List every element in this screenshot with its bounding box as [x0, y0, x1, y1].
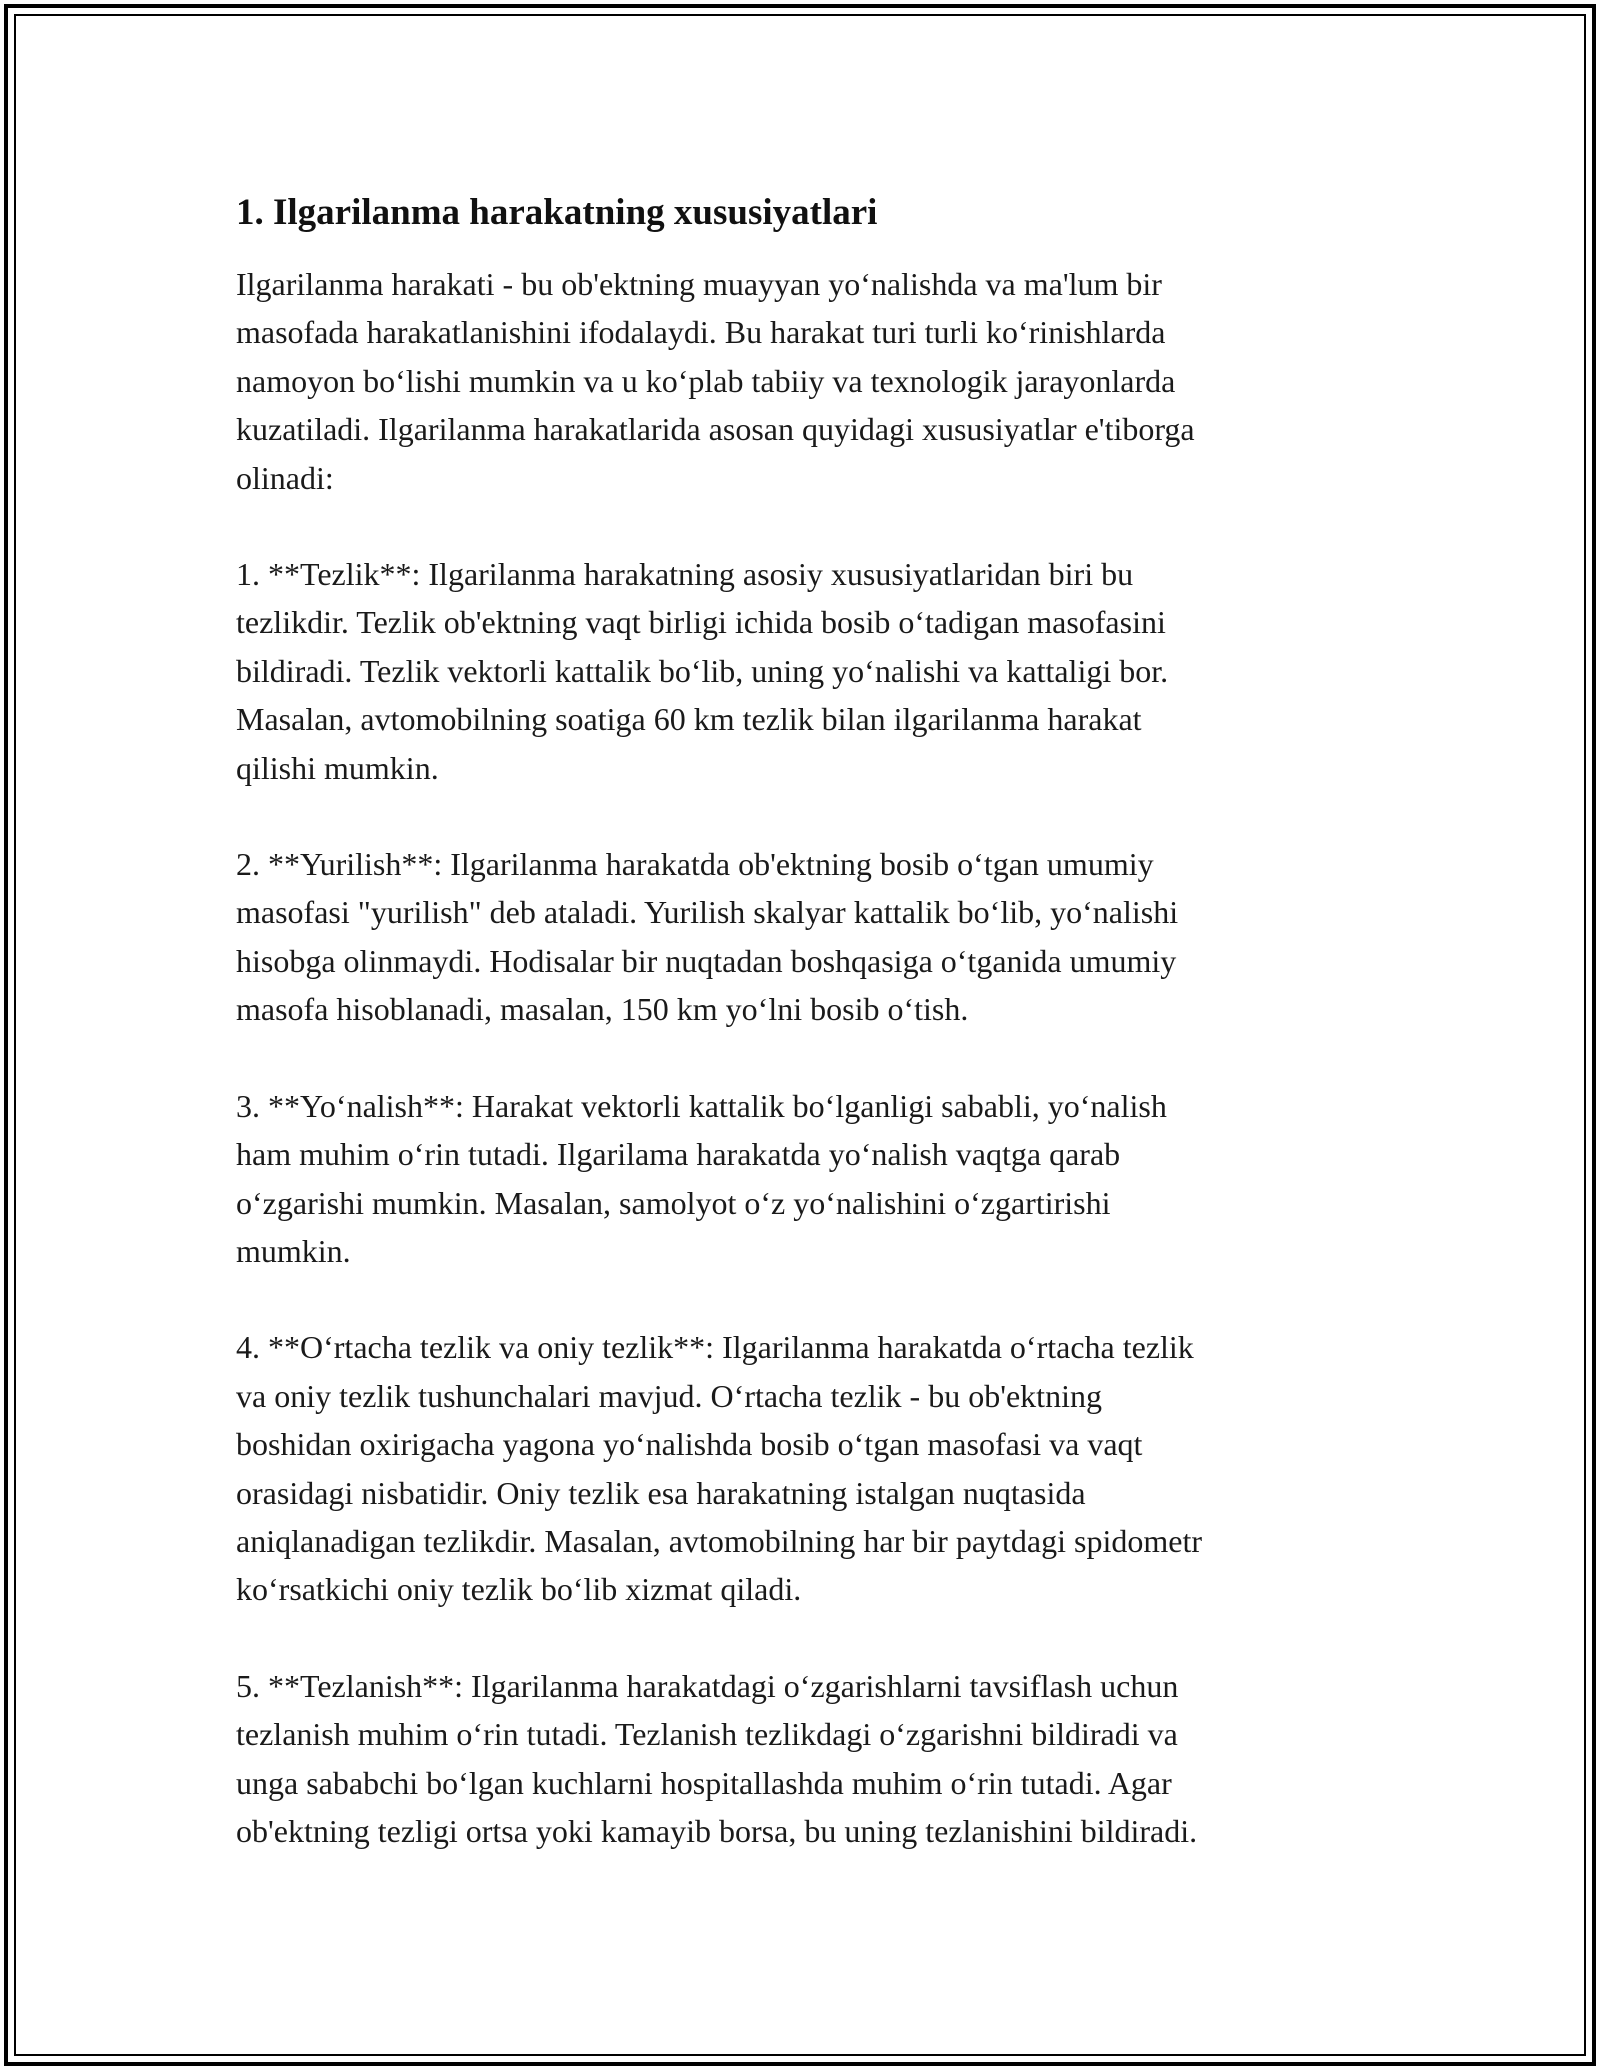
list-item-yonalish: 3. **Yo‘nalish**: Harakat vektorli kattalik bo‘lganligi sababli, yo‘nalish ham muhim o‘rin tutadi. Ilgarilama harakatda yo‘nalish vaqtga qarab o‘zgarishi mumkin. Masalan, samolyot o‘z yo‘nalishini o‘zgartirishi mumkin. [236, 1087, 1167, 1269]
list-item-tezlik: 1. **Tezlik**: Ilgarilanma harakatning asosiy xususiyatlaridan biri bu tezlikdir. Tezlik ob'ektning vaqt birligi ichida bosib o‘tadigan masofasini bildiradi. Tezlik vektorli kattalik bo‘lib, uning yo‘nalishi va kattaligi bor. Masalan, avtomobilning soatiga 60 km tezlik bilan ilgarilanma harakat qilishi mumkin. [236, 556, 1169, 786]
document-body [236, 186, 1366, 1903]
intro-paragraph: Ilgarilanma harakati - bu ob'ektning muayyan yo‘nalishda va ma'lum bir masofada harakatlanishini ifodalaydi. Bu harakat turi turli ko‘rinishlarda namoyon bo‘lishi mumkin va u ko‘plab tabiiy va texnologik jarayonlarda kuzatiladi. Ilgarilanma harakatlarida asosan quyidagi xususiyatlar e'tiborga olinadi: [236, 266, 1195, 496]
list-item-tezlanish: 5. **Tezlanish**: Ilgarilanma harakatdagi o‘zgarishlarni tavsiflash uchun tezlanish muhim o‘rin tutadi. Tezlanish tezlikdagi o‘zgarishni bildiradi va unga sababchi bo‘lgan kuchlarni hospitallashda muhim o‘rin tutadi. Agar ob'ektning tezligi ortsa yoki kamayib borsa, bu uning tezlanishini bildiradi. [236, 1667, 1198, 1849]
section-heading: 1. Ilgarilanma harakatning xususiyatlari [236, 192, 878, 233]
list-item-ortacha-tezlik: 4. **O‘rtacha tezlik va oniy tezlik**: Ilgarilanma harakatda o‘rtacha tezlik va oniy tezlik tushunchalari mavjud. O‘rtacha tezlik - bu ob'ektning boshidan oxirigacha yagona yo‘nalishda bosib o‘tgan masofasi va vaqt orasidagi nisbatidir. Oniy tezlik esa harakatning istalgan nuqtasida aniqlanadigan tezlikdir. Masalan, avtomobilning har bir paytdagi spidometr ko‘rsatkichi oniy tezlik bo‘lib xizmat qiladi. [236, 1329, 1202, 1608]
list-item-yurilish: 2. **Yurilish**: Ilgarilanma harakatda ob'ektning bosib o‘tgan umumiy masofasi "yurilish" deb ataladi. Yurilish skalyar kattalik bo‘lib, yo‘nalishi hisobga olinmaydi. Hodisalar bir nuqtadan boshqasiga o‘tganida umumiy masofa hisoblanadi, masalan, 150 km yo‘lni bosib o‘tish. [236, 846, 1179, 1028]
